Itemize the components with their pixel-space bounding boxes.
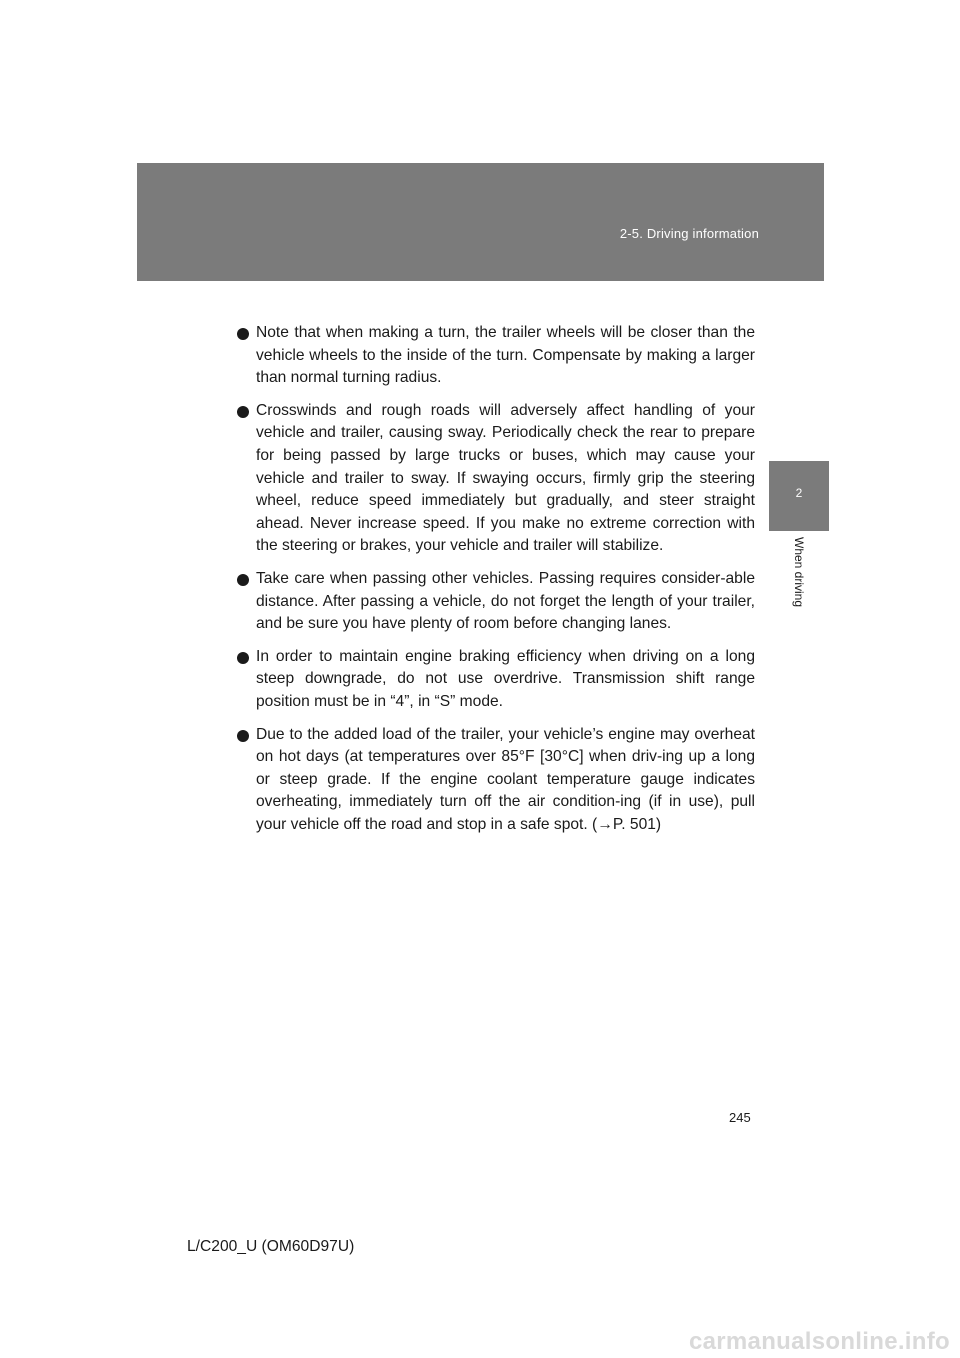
bullet-text: In order to maintain engine braking efficiency when driving on a long steep downgrade, do not use overdrive. Transmission shift range position must be in “4”, in “S” mode. xyxy=(256,647,755,710)
bullet-item xyxy=(237,646,755,714)
bullet-icon xyxy=(237,652,249,664)
bullet-item xyxy=(237,400,755,558)
bullet-icon xyxy=(237,730,249,742)
section-title: 2-5. Driving information xyxy=(619,226,759,241)
bullet-item xyxy=(237,568,755,636)
bullet-icon xyxy=(237,574,249,586)
bullet-text: Crosswinds and rough roads will adversely affect handling of your vehicle and trailer, causing sway. Periodically check the rear to prepare for being passed by large trucks or buses, which may cause your vehicle and trailer to sway. If swaying occurs, firmly grip the steering wheel, reduce speed immediately but gradually, and steer straight ahead. Never increase speed. If you make no extreme correction with the steering or brakes, your vehicle and trailer will stabilize. xyxy=(256,401,755,555)
site-watermark[interactable]: carmanualsonline.info xyxy=(688,1328,950,1355)
header-band xyxy=(137,163,824,281)
bullet-icon xyxy=(237,328,249,340)
bullet-list xyxy=(237,322,755,846)
bullet-text: Note that when making a turn, the trailer wheels will be closer than the vehicle wheels to the inside of the turn. Compensate by making a larger than normal turning radius. xyxy=(256,324,755,387)
page-number: 245 xyxy=(729,1110,751,1125)
bullet-text: Take care when passing other vehicles. Passing requires consider-able distance. After passing a vehicle, do not forget the length of your trailer, and be sure you have plenty of room before changing lanes. xyxy=(256,569,755,633)
bullet-icon xyxy=(237,406,249,418)
bullet-text: Due to the added load of the trailer, your vehicle’s engine may overheat on hot days (at temperatures over 85°F [30°C] when driv-ing up a long or steep grade. If the engine coolant temperature gauge indicates overheating, immediately turn off the air condition-ing (if in use), pull your vehicle off the road and stop in a safe spot. (→P. 501) xyxy=(256,725,755,833)
document-code: L/C200_U (OM60D97U) xyxy=(187,1238,355,1255)
chapter-tab xyxy=(769,461,829,531)
chapter-number: 2 xyxy=(795,486,803,500)
bullet-item xyxy=(237,322,755,390)
bullet-item xyxy=(237,724,755,837)
chapter-label: When driving xyxy=(792,537,806,608)
